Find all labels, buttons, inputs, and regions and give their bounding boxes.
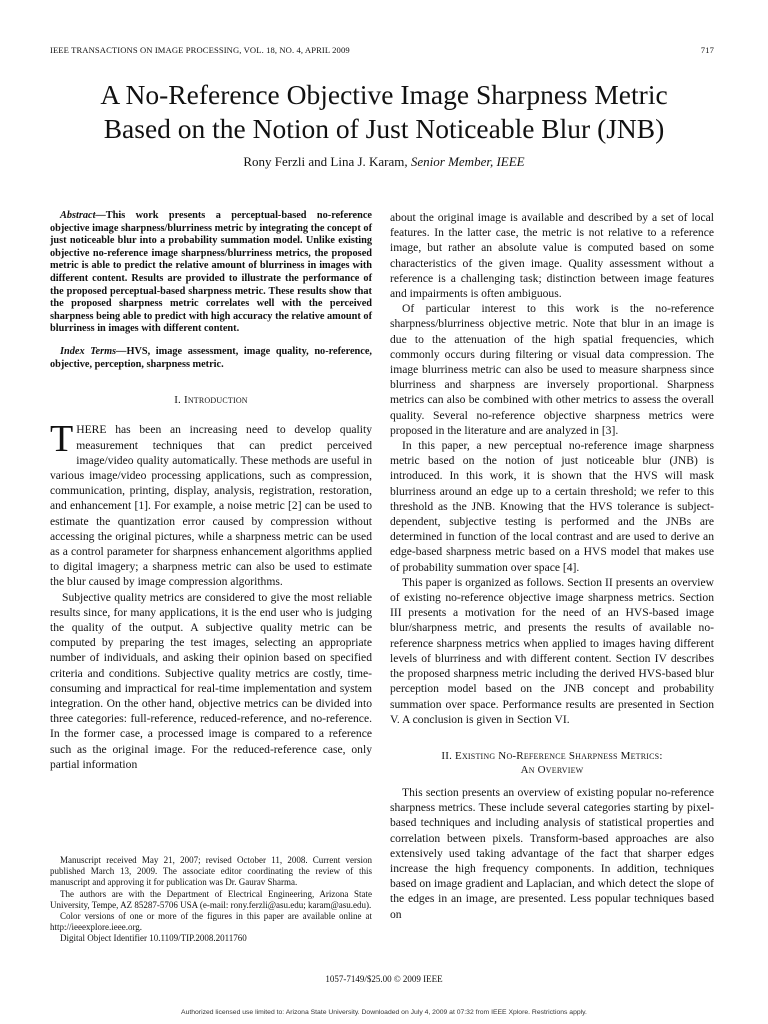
title-line-1: A No-Reference Objective Image Sharpness Metric [100,79,668,110]
author-names: Rony Ferzli and Lina J. Karam, [243,154,411,169]
index-terms [50,346,372,371]
footnote-authors: The authors are with the Department of Electrical Engineering, Arizona State University, Tempe, AZ 85287-5706 USA (e-mail: rony.ferzli@asu.edu; karam@asu.edu). [50,888,372,910]
index-terms-text: HVS, image assessment, image quality, no-reference, objective, perception, sharpness metric. [50,345,372,370]
intro-paragraph-4: Of particular interest to this work is the no-reference sharpness/blurriness objective metric. Note that blur in an image is due to the attenuation of the high spatial frequencies, which commonly occurs during filtering or visual data compression. The image blurriness metric can also be used to measure sharpness since blurriness and sharpness are inversely proportional. Sharpness metrics can also be combined with other metrics to assess the overall quality. Several no-reference objective sharpness metrics were proposed in the literature and are analyzed in [3]. [390,302,714,437]
drop-cap: T [50,418,74,461]
intro-paragraph-6: This paper is organized as follows. Section II presents an overview of existing no-reference objective image sharpness metrics. Section III presents a motivation for the need of an HVS-based image blur/sharpness metric, and presents the results of available no-reference sharpness metrics when applied to images having different levels of blurriness and with different content. Section IV describes the proposed sharpness metric including the derived HVS-based blur perception model based on the JNB concept and probability summation over space. Performance results are presented in Section V. A conclusion is given in Section VI. [390,575,714,726]
author-line [40,154,728,170]
running-header [50,45,714,55]
author-affiliation: Senior Member, IEEE [410,154,525,169]
footnote-color: Color versions of one or more of the figures in this paper are available online at http://ieeexplore.ieee.org. [50,911,372,933]
footnote-manuscript: Manuscript received May 21, 2007; revised October 11, 2008. Current version published March 13, 2009. The associate editor coordinating the review of this manuscript and approving it for publication was Dr. Gaurav Sharma. [50,855,372,888]
intro-paragraph-1-text: HERE has been an increasing need to develop quality measurement techniques that can predict perceived image/video quality automatically. These methods are useful in various image/video processing applications, such as compression, communication, printing, display, analysis, registration, restoration, and enhancement [1]. For example, a noise metric [2] can be used to estimate the quantization error caused by compression without accessing the original pictures, while a sharpness metric can be used as a control parameter for sharpness enhancement algorithms applied to digital imagery; a sharpness metric can also be used to estimate the blur caused by image compression algorithms. [50,423,372,589]
intro-paragraph-3: about the original image is available and described by a set of local features. In the latter case, the metric is not relative to a reference image, but rather an absolute value is computed based on some characteristics of the given image. Quality assessment without a reference is a challenging task; distinction between image features and impairments is often ambiguous. [390,211,714,301]
issn-line: 1057-7149/$25.00 © 2009 IEEE [325,974,443,984]
left-column [50,210,372,772]
right-column [390,210,714,922]
abstract-label: Abstract— [60,210,106,221]
overview-paragraph-1: This section presents an overview of existing popular no-reference sharpness metrics. These include several categories starting by pixel-based techniques and including analysis of statistical properties and correlation between pixels. Transform-based approaches are also extensively used taking advantage of the fact that sharper edges increase the high frequency components. In addition, techniques based on image gradient and Laplacian, and which detect the slope of the edges in an image, are presented. Less popular techniques based on [390,785,714,921]
section-2-heading [390,749,714,777]
section-2-heading-line-1: II. Existing No-Reference Sharpness Metrics: [441,749,663,762]
intro-paragraph-5: In this paper, a new perceptual no-reference image sharpness metric based on the notion of just noticeable blur (JNB) is introduced. In this work, it is shown that the HVS will mask blurriness around an edge up to a certain threshold; we refer to this threshold as the JNB. Knowing that the HVS tolerance is subject-dependent, subjective testing is performed and the JNBs are determined in function of the local contrast and are used to derive an edge-based sharpness metric based on a HVS model that makes use of probability summation over space [4]. [390,439,714,574]
journal-name: IEEE TRANSACTIONS ON IMAGE PROCESSING, VOL. 18, NO. 4, APRIL 2009 [50,45,350,55]
abstract-text: This work presents a perceptual-based no-reference objective image sharpness/blurriness metric by integrating the concept of just noticeable blur into a probability summation model. Unlike existing objective no-reference image sharpness/blurriness metrics, the proposed metric is able to predict the relative amount of blurriness in images with different content. Results are provided to illustrate the performance of the proposed perceptual-based sharpness metric. These results show that the proposed sharpness metric correlates well with the perceived sharpness being able to predict with high accuracy the relative amount of blurriness in images with different content. [50,210,372,335]
footnote-doi: Digital Object Identifier 10.1109/TIP.2008.2011760 [60,933,247,944]
intro-paragraph-1 [50,418,372,589]
index-terms-label: Index Terms— [60,345,127,357]
paper-title [40,78,728,146]
authorized-use-notice: Authorized licensed use limited to: Arizona State University. Downloaded on July 4, 2009 at 07:32 from IEEE Xplore. Restrictions apply. [181,1009,587,1016]
footnote [50,855,372,945]
page-number: 717 [700,45,714,55]
section-1-heading: I. Introduction [174,394,248,407]
intro-paragraph-2: Subjective quality metrics are considered to give the most reliable results since, for many applications, it is the end user who is judging the quality of the output. A subjective quality metric can be computed by preparing the test images, selecting an appropriate number of individuals, and asking their opinion based on specified criteria and conditions. Subjective quality metrics are costly, time-consuming and impractical for real-time implementation and system integration. On the other hand, objective metrics can be divided into three categories: full-reference, reduced-reference, and no-reference. In the former case, a processed image is compared to a reference such as the original image. For the reduced-reference case, only partial information [50,590,372,771]
abstract [50,210,372,336]
title-line-2: Based on the Notion of Just Noticeable Blur (JNB) [103,113,665,144]
section-2-heading-line-2: An Overview [520,763,584,776]
